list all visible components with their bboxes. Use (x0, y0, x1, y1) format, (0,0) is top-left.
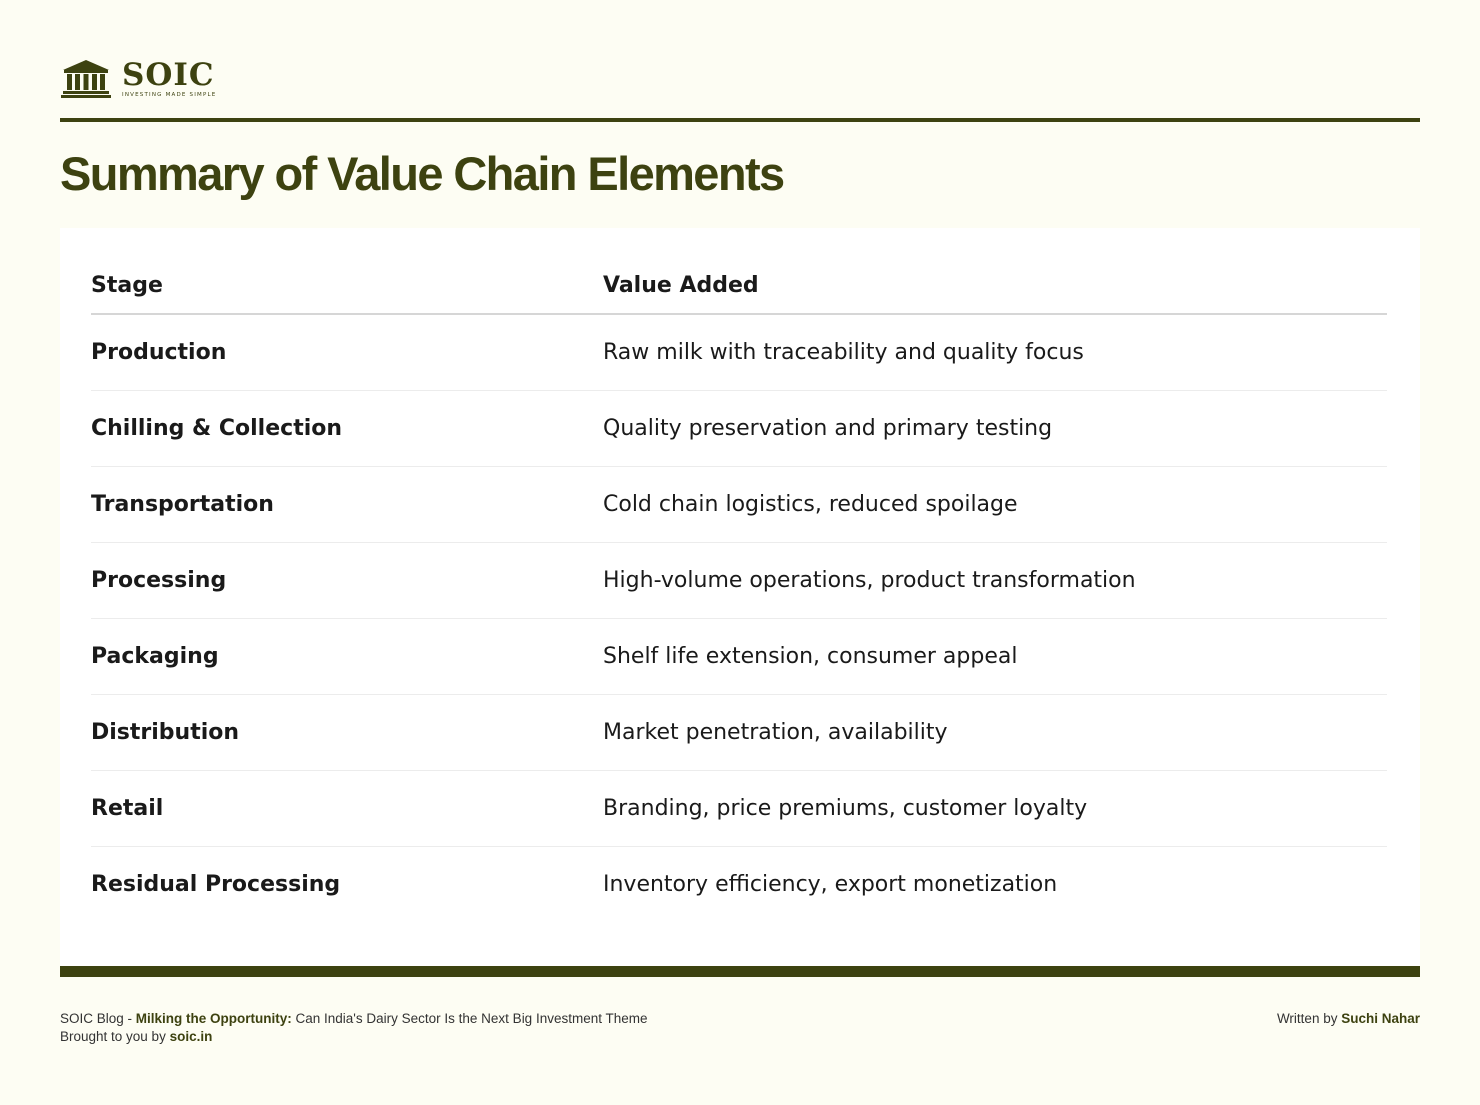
stage-cell: Processing (91, 543, 603, 619)
table-card (60, 228, 1420, 966)
value-added-cell: Branding, price premiums, customer loyalty (603, 771, 1387, 847)
stage-cell: Packaging (91, 619, 603, 695)
value-added-cell: Raw milk with traceability and quality focus (603, 314, 1387, 391)
table-row (91, 619, 1387, 695)
value-added-cell: Inventory efficiency, export monetization (603, 872, 1058, 897)
footer-site-link[interactable]: soic.in (169, 1029, 213, 1044)
footer-blog-subtitle: Can India's Dairy Sector Is the Next Big Investment Theme (291, 1011, 648, 1026)
logo-name: SOIC (122, 56, 215, 93)
table-row (91, 391, 1387, 467)
stage-cell: Residual Processing (91, 872, 341, 897)
value-added-cell: Market penetration, availability (603, 695, 1387, 771)
footer-author-name: Suchi Nahar (1341, 1011, 1420, 1026)
top-divider (60, 118, 1420, 122)
stage-cell: Retail (91, 771, 603, 847)
footer-brought-line (60, 1028, 648, 1046)
table-row (91, 695, 1387, 771)
table-row (91, 543, 1387, 619)
footer-blog-line (60, 1010, 648, 1028)
table-header-row (91, 258, 1387, 314)
footer-credits (60, 1010, 648, 1046)
table-row (91, 314, 1387, 391)
value-added-cell: High-volume operations, product transformation (603, 543, 1387, 619)
footer-brought-prefix: Brought to you by (60, 1029, 170, 1044)
bank-building-icon (60, 59, 112, 99)
table-row (91, 847, 1387, 923)
value-added-cell: Cold chain logistics, reduced spoilage (603, 467, 1387, 543)
value-chain-table (91, 258, 1387, 922)
header (60, 58, 216, 100)
logo-wordmark (122, 56, 217, 99)
stage-cell: Chilling & Collection (91, 391, 603, 467)
stage-cell: Distribution (91, 695, 603, 771)
stage-cell: Production (91, 314, 603, 391)
value-added-cell: Shelf life extension, consumer appeal (603, 619, 1387, 695)
bottom-divider (60, 966, 1420, 977)
table-row (91, 771, 1387, 847)
footer-blog-title: Milking the Opportunity: (135, 1011, 292, 1026)
footer-written-prefix: Written by (1276, 1011, 1342, 1026)
table-row (91, 467, 1387, 543)
column-header-stage: Stage (91, 258, 603, 314)
footer-blog-prefix: SOIC Blog - (60, 1011, 136, 1026)
logo-tagline: INVESTING MADE SIMPLE (122, 91, 217, 98)
footer-author (1277, 1010, 1420, 1028)
value-added-cell: Quality preservation and primary testing (603, 391, 1387, 467)
stage-cell: Transportation (91, 467, 603, 543)
column-header-value-added: Value Added (603, 258, 1387, 314)
page-title: Summary of Value Chain Elements (60, 147, 784, 200)
